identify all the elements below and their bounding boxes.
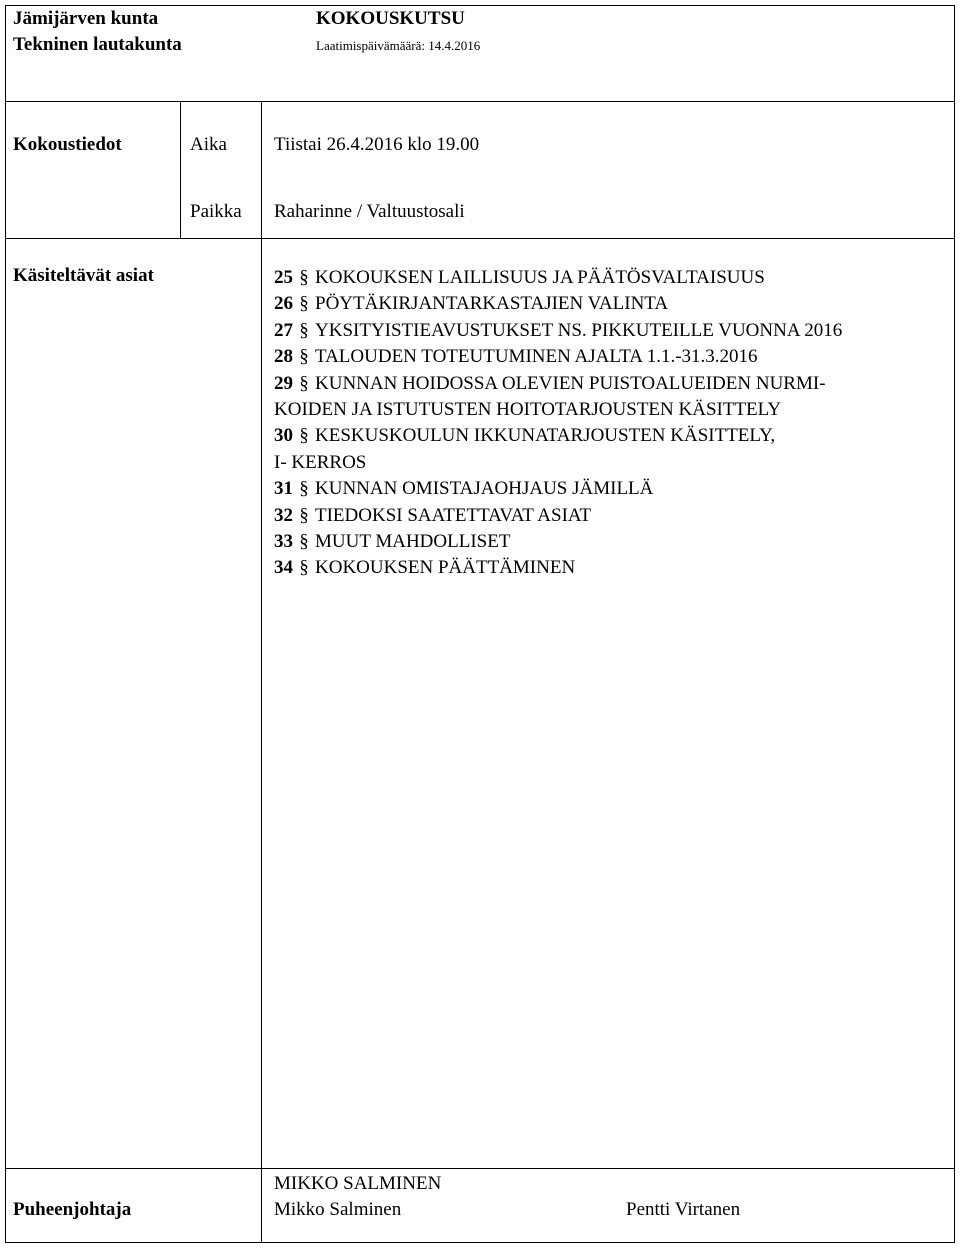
agenda-item-title: KUNNAN OMISTAJAOHJAUS JÄMILLÄ <box>315 478 654 500</box>
meeting-divider <box>5 238 955 239</box>
agenda-item-title: TIEDOKSI SAATETTAVAT ASIAT <box>315 504 592 526</box>
time-value: Tiistai 26.4.2016 klo 19.00 <box>274 134 480 155</box>
agenda-item-title: TALOUDEN TOTEUTUMINEN AJALTA 1.1.-31.3.2016 <box>315 346 758 368</box>
section-symbol: § <box>299 267 309 288</box>
agenda-item-number: 32 <box>274 504 293 526</box>
document-type: KOKOUSKUTSU <box>316 8 465 29</box>
agenda-item-number: 28 <box>274 346 293 368</box>
agenda-item-number: 33 <box>274 531 293 553</box>
agenda-item-number: 27 <box>274 319 293 341</box>
agenda-item-continuation <box>274 397 944 423</box>
document-frame <box>5 5 955 1243</box>
section-symbol: § <box>299 319 309 341</box>
agenda-item-number: 30 <box>274 425 293 447</box>
org-name: Jämijärven kunta <box>13 8 159 29</box>
agenda-item <box>274 503 944 529</box>
agenda-item-title: PÖYTÄKIRJANTARKASTAJIEN VALINTA <box>315 293 669 315</box>
prepared-date: Laatimispäivämäärä: 14.4.2016 <box>316 38 481 53</box>
chair-role-label: Puheenjohtaja <box>13 1199 132 1220</box>
agenda-item-title: MUUT MAHDOLLISET <box>315 531 511 553</box>
section-symbol: § <box>299 504 309 526</box>
agenda-item-title: I- KERROS <box>274 451 367 473</box>
agenda-item <box>274 318 944 344</box>
chair-name: Mikko Salminen <box>274 1199 402 1220</box>
place-value: Raharinne / Valtuustosali <box>274 201 465 222</box>
section-symbol: § <box>299 425 309 447</box>
agenda-item-title: KESKUSKOULUN IKKUNATARJOUSTEN KÄSITTELY, <box>315 425 776 447</box>
section-symbol: § <box>299 557 309 579</box>
agenda-item-number: 31 <box>274 478 293 500</box>
agenda-item-number: 29 <box>274 372 293 394</box>
section-symbol: § <box>299 372 309 394</box>
time-label: Aika <box>190 134 227 155</box>
label-column-divider-meeting <box>180 101 181 238</box>
agenda-item-number: 25 <box>274 267 293 288</box>
agenda-item-number: 34 <box>274 557 293 579</box>
section-symbol: § <box>299 531 309 553</box>
agenda-section-label: Käsiteltävät asiat <box>13 265 154 286</box>
agenda-item <box>274 291 944 317</box>
agenda-item <box>274 371 944 397</box>
section-symbol: § <box>299 293 309 315</box>
agenda-item-title: KOKOUKSEN LAILLISUUS JA PÄÄTÖSVALTAISUUS <box>315 267 765 288</box>
value-column-divider <box>261 101 262 1243</box>
agenda-item-title: KUNNAN HOIDOSSA OLEVIEN PUISTOALUEIDEN NURMI- <box>315 372 826 394</box>
agenda-item-number: 26 <box>274 293 293 315</box>
agenda-item <box>274 555 944 581</box>
place-label: Paikka <box>190 201 242 222</box>
agenda-item <box>274 529 944 555</box>
agenda-item <box>274 423 944 449</box>
signature-divider <box>5 1168 955 1169</box>
agenda-list <box>274 265 944 582</box>
agenda-item-title: KOIDEN JA ISTUTUSTEN HOITOTARJOUSTEN KÄSITTELY <box>274 399 782 421</box>
agenda-item <box>274 476 944 502</box>
section-symbol: § <box>299 346 309 368</box>
agenda-item-title: KOKOUKSEN PÄÄTTÄMINEN <box>315 557 576 579</box>
other-signer-name: Pentti Virtanen <box>626 1199 741 1220</box>
agenda-item <box>274 344 944 370</box>
agenda-item-title: YKSITYISTIEAVUSTUKSET NS. PIKKUTEILLE VUONNA 2016 <box>315 319 843 341</box>
header-divider <box>5 101 955 102</box>
section-symbol: § <box>299 478 309 500</box>
chair-name-caps: MIKKO SALMINEN <box>274 1173 442 1194</box>
agenda-item <box>274 265 944 291</box>
agenda-item-continuation <box>274 450 944 476</box>
board-name: Tekninen lautakunta <box>13 34 182 55</box>
meeting-section-label: Kokoustiedot <box>13 134 122 155</box>
